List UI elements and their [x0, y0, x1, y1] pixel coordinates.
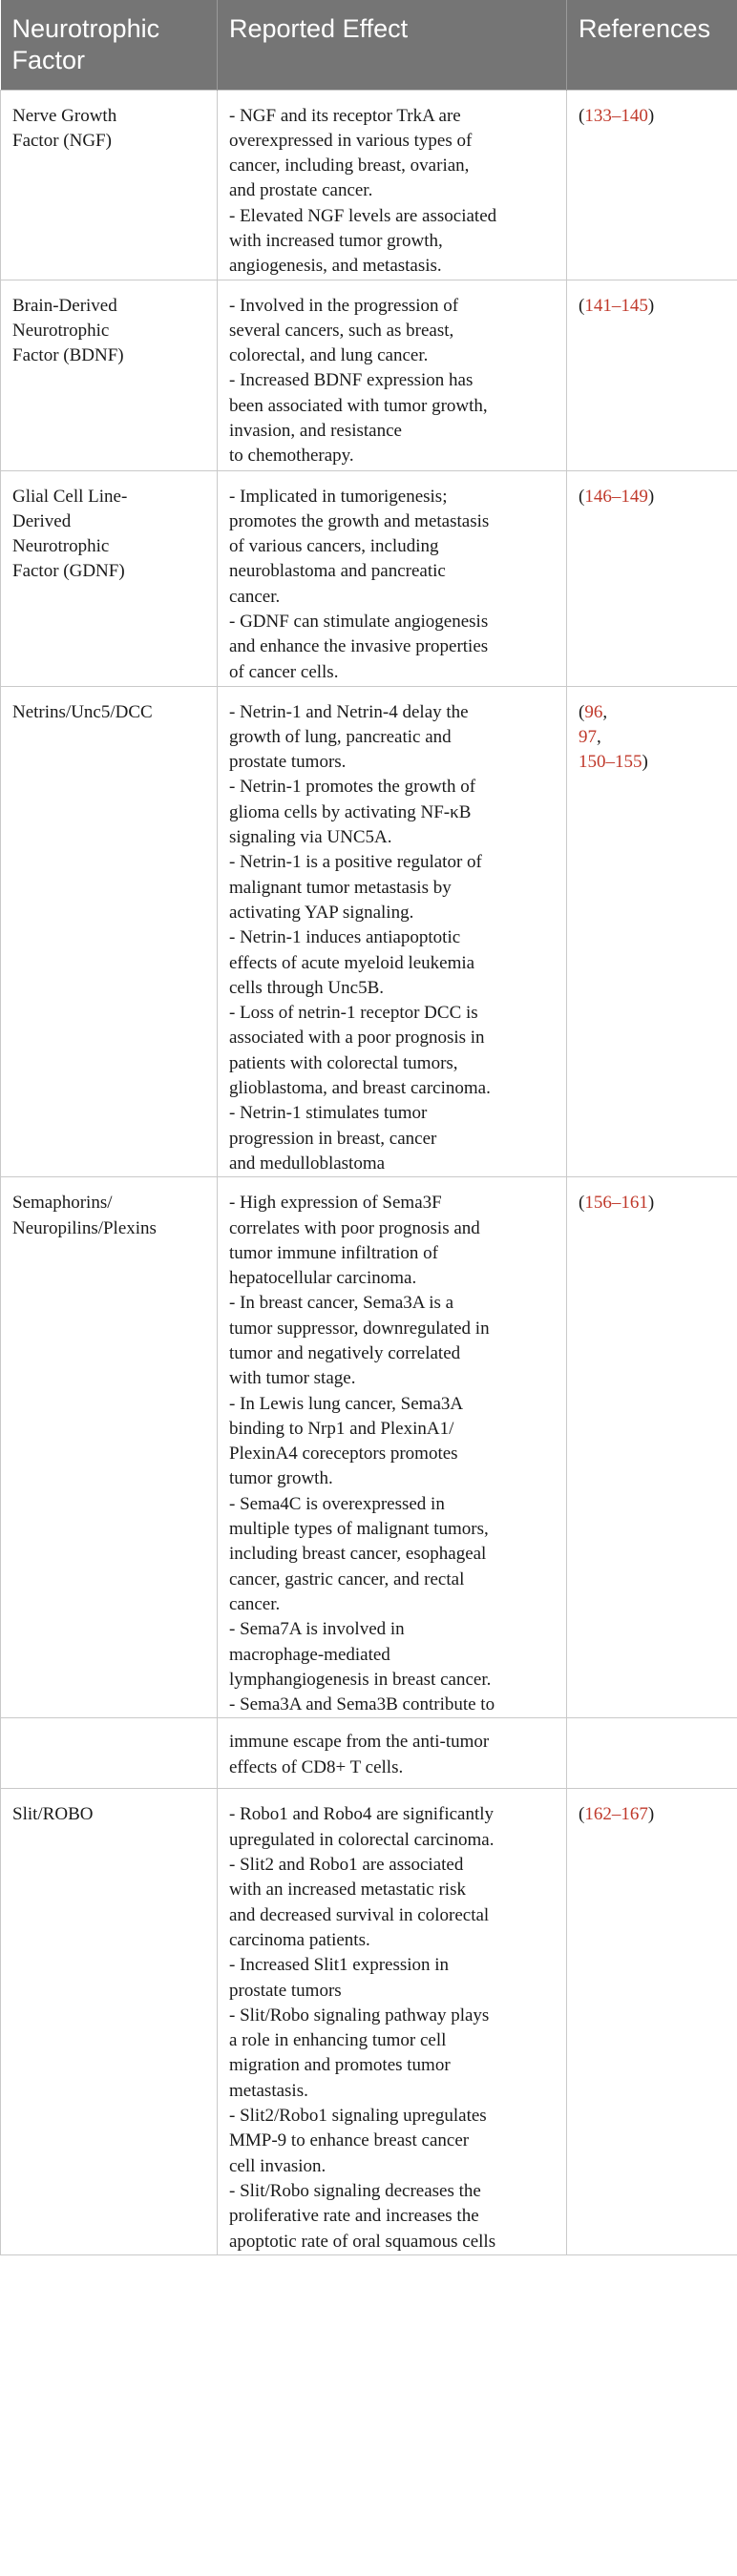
effect-line: with increased tumor growth, [229, 230, 443, 251]
effect-line: apoptotic rate of oral squamous cells [229, 2231, 496, 2252]
reference-punctuation: ( [579, 295, 585, 316]
table-body [1, 90, 737, 2254]
table-row [1, 1718, 737, 1789]
references-cell [567, 1177, 737, 1718]
effect-line: - In breast cancer, Sema3A is a [229, 1293, 454, 1314]
effect-line: malignant tumor metastasis by [229, 877, 452, 898]
factor-cell [1, 470, 218, 686]
reference-link[interactable]: 133–140 [584, 105, 648, 126]
factor-line: Derived [12, 510, 72, 531]
factor-cell [1, 1718, 218, 1789]
table-row [1, 280, 737, 470]
references-line [579, 1802, 726, 1827]
factor-line: Neurotrophic [12, 320, 110, 341]
references-cell [567, 90, 737, 280]
effect-line: correlates with poor prognosis and [229, 1217, 480, 1238]
references-cell [567, 1789, 737, 2254]
effect-line: migration and promotes tumor [229, 2055, 451, 2076]
effect-line: with an increased metastatic risk [229, 1880, 466, 1901]
effect-line: - Slit/Robo signaling pathway plays [229, 2005, 490, 2025]
factor-cell [1, 1177, 218, 1718]
effect-line: cancer, including breast, ovarian, [229, 156, 470, 177]
reference-punctuation: , [602, 701, 608, 722]
effect-line: a role in enhancing tumor cell [229, 2030, 447, 2051]
effect-line: angiogenesis, and metastasis. [229, 256, 442, 277]
reference-link[interactable]: 96 [584, 701, 603, 722]
references-line [579, 700, 726, 725]
effect-line: - NGF and its receptor TrkA are [229, 105, 461, 126]
factor-cell [1, 90, 218, 280]
effect-line: binding to Nrp1 and PlexinA1/ [229, 1418, 454, 1439]
references-line [579, 725, 726, 750]
effect-line: and medulloblastoma [229, 1153, 386, 1174]
reference-punctuation: ( [579, 105, 585, 126]
effect-cell [218, 280, 567, 470]
effect-line: - Sema3A and Sema3B contribute to [229, 1694, 495, 1715]
factor-line: Factor (NGF) [12, 130, 112, 151]
reference-punctuation: ( [579, 1193, 585, 1214]
effect-line: prostate tumors [229, 1980, 342, 2001]
table-row [1, 686, 737, 1177]
references-cell [567, 470, 737, 686]
effect-line: glioblastoma, and breast carcinoma. [229, 1078, 491, 1099]
effect-line: cancer. [229, 586, 281, 607]
effect-line: several cancers, such as breast, [229, 320, 454, 341]
table-row [1, 1177, 737, 1718]
effect-line: and decreased survival in colorectal [229, 1904, 490, 1925]
effect-line: with tumor stage. [229, 1368, 356, 1389]
reference-punctuation: ( [579, 1804, 585, 1825]
effect-line: - In Lewis lung cancer, Sema3A [229, 1393, 464, 1414]
reference-punctuation: ) [642, 752, 648, 773]
table-row [1, 1789, 737, 2254]
references-cell [567, 686, 737, 1177]
factor-line: Factor (GDNF) [12, 561, 125, 582]
references-line [579, 104, 726, 129]
reference-punctuation: , [597, 726, 601, 747]
table-header-row [1, 0, 737, 90]
effect-line: prostate tumors. [229, 752, 347, 773]
reference-link[interactable]: 141–145 [584, 295, 648, 316]
header-neurotrophic-factor: Neurotrophic Factor [1, 0, 218, 90]
effect-line: lymphangiogenesis in breast cancer. [229, 1669, 492, 1690]
reference-punctuation: ) [647, 105, 655, 126]
effect-line: invasion, and resistance [229, 421, 402, 442]
effect-line: progression in breast, cancer [229, 1128, 437, 1149]
effect-line: - Increased BDNF expression has [229, 370, 474, 391]
factor-line: Neuropilins/Plexins [12, 1217, 157, 1238]
factor-line: Netrins/Unc5/DCC [12, 701, 153, 722]
effect-line: - Netrin-1 induces antiapoptotic [229, 927, 461, 948]
reference-punctuation: ( [579, 701, 585, 722]
effect-line: effects of acute myeloid leukemia [229, 952, 475, 973]
effect-line: immune escape from the anti-tumor [229, 1732, 490, 1753]
reference-link[interactable]: 162–167 [584, 1804, 648, 1825]
effect-line: MMP-9 to enhance breast cancer [229, 2130, 470, 2151]
effect-line: - Netrin-1 stimulates tumor [229, 1103, 428, 1124]
effect-line: colorectal, and lung cancer. [229, 345, 429, 366]
effect-line: and enhance the invasive properties [229, 636, 489, 657]
effect-line: of various cancers, including [229, 536, 439, 557]
factor-cell [1, 280, 218, 470]
effect-line: growth of lung, pancreatic and [229, 726, 452, 747]
reference-punctuation: ) [647, 1193, 655, 1214]
effect-line: - GDNF can stimulate angiogenesis [229, 612, 489, 633]
effect-line: - Sema7A is involved in [229, 1619, 405, 1640]
table-row [1, 470, 737, 686]
effect-line: cancer, gastric cancer, and rectal [229, 1568, 465, 1589]
effect-line: been associated with tumor growth, [229, 395, 488, 416]
references-cell [567, 1718, 737, 1789]
effect-line: - Netrin-1 is a positive regulator of [229, 852, 482, 873]
effect-line: metastasis. [229, 2080, 308, 2101]
effect-line: PlexinA4 coreceptors promotes [229, 1444, 458, 1465]
header-references: References [567, 0, 737, 90]
effect-line: - Robo1 and Robo4 are significantly [229, 1804, 495, 1825]
reference-link[interactable]: 150–155 [579, 752, 642, 773]
effect-line: tumor growth. [229, 1468, 333, 1489]
effect-line: proliferative rate and increases the [229, 2206, 479, 2227]
factor-cell [1, 686, 218, 1177]
references-line [579, 294, 726, 319]
effect-line: - Netrin-1 promotes the growth of [229, 777, 476, 798]
effect-line: carcinoma patients. [229, 1929, 370, 1950]
effect-cell [218, 1789, 567, 2254]
reference-punctuation: ( [579, 486, 585, 507]
references-line [579, 750, 726, 775]
effect-line: - Increased Slit1 expression in [229, 1955, 450, 1976]
effect-cell [218, 90, 567, 280]
effect-line: upregulated in colorectal carcinoma. [229, 1829, 495, 1850]
effect-line: - Slit2/Robo1 signaling upregulates [229, 2106, 487, 2127]
effect-cell [218, 686, 567, 1177]
effect-line: glioma cells by activating NF-κB [229, 801, 472, 822]
effect-line: patients with colorectal tumors, [229, 1052, 458, 1073]
references-line [579, 485, 726, 509]
references-cell [567, 280, 737, 470]
effect-line: effects of CD8+ T cells. [229, 1756, 404, 1777]
effect-line: - Sema4C is overexpressed in [229, 1493, 445, 1514]
effect-line: - High expression of Sema3F [229, 1193, 442, 1214]
effect-line: cancer. [229, 1593, 281, 1614]
effect-line: - Elevated NGF levels are associated [229, 205, 497, 226]
effect-cell [218, 1718, 567, 1789]
effect-cell [218, 470, 567, 686]
factor-line: Semaphorins/ [12, 1193, 113, 1214]
factor-line: Slit/ROBO [12, 1804, 94, 1825]
effect-line: including breast cancer, esophageal [229, 1544, 487, 1565]
references-line [579, 1191, 726, 1215]
effect-line: hepatocellular carcinoma. [229, 1268, 417, 1289]
effect-line: - Implicated in tumorigenesis; [229, 486, 448, 507]
factor-line: Neurotrophic [12, 536, 110, 557]
effect-line: cells through Unc5B. [229, 977, 385, 998]
effect-line: tumor suppressor, downregulated in [229, 1318, 490, 1339]
reference-punctuation: ) [647, 1804, 655, 1825]
factor-line: Nerve Growth [12, 105, 117, 126]
effect-line: - Loss of netrin-1 receptor DCC is [229, 1003, 478, 1024]
effect-line: - Slit/Robo signaling decreases the [229, 2180, 481, 2201]
effect-line: - Involved in the progression of [229, 295, 459, 316]
effect-line: activating YAP signaling. [229, 902, 414, 923]
effect-line: cell invasion. [229, 2155, 326, 2176]
factor-line: Glial Cell Line- [12, 486, 128, 507]
reference-punctuation: ) [647, 486, 655, 507]
factor-line: Factor (BDNF) [12, 345, 124, 366]
table-row [1, 90, 737, 280]
effect-line: and prostate cancer. [229, 180, 373, 201]
effect-line: of cancer cells. [229, 661, 339, 682]
effect-line: - Netrin-1 and Netrin-4 delay the [229, 701, 469, 722]
reference-link[interactable]: 156–161 [584, 1193, 648, 1214]
effect-line: tumor immune infiltration of [229, 1242, 438, 1263]
effect-line: promotes the growth and metastasis [229, 510, 490, 531]
effect-line: tumor and negatively correlated [229, 1343, 461, 1363]
effect-line: macrophage-mediated [229, 1644, 390, 1665]
factor-cell [1, 1789, 218, 2254]
effect-line: associated with a poor prognosis in [229, 1028, 485, 1049]
effect-line: - Slit2 and Robo1 are associated [229, 1855, 464, 1876]
header-reported-effect: Reported Effect [218, 0, 567, 90]
effect-cell [218, 1177, 567, 1718]
reference-punctuation: ) [647, 295, 655, 316]
effect-line: multiple types of malignant tumors, [229, 1519, 489, 1540]
factor-line: Brain-Derived [12, 295, 117, 316]
reference-link[interactable]: 146–149 [584, 486, 648, 507]
effect-line: to chemotherapy. [229, 446, 354, 467]
effect-line: neuroblastoma and pancreatic [229, 561, 446, 582]
reference-link[interactable]: 97 [579, 726, 597, 747]
effect-line: signaling via UNC5A. [229, 827, 392, 848]
effect-line: overexpressed in various types of [229, 130, 473, 151]
